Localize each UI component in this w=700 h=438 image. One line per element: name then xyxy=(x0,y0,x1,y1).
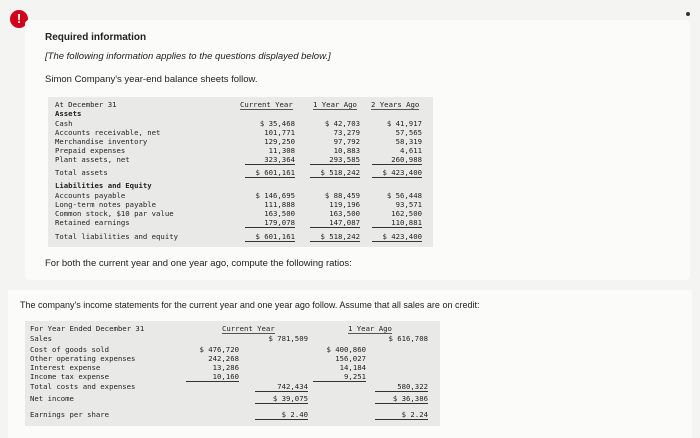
bs-cell: $ 518,242 xyxy=(310,232,360,242)
intro-text: Simon Company's year-end balance sheets follow. xyxy=(45,74,258,85)
is-cell: $ 2.40 xyxy=(255,410,308,420)
ratios-prompt: For both the current year and one year ago, compute the following ratios: xyxy=(45,258,352,269)
bs-cell: 179,078 xyxy=(245,218,295,228)
bs-cell: $ 88,459 xyxy=(324,191,360,200)
is-row-label: Cost of goods sold xyxy=(30,345,110,354)
bs-cell: $ 601,161 xyxy=(245,232,295,242)
bs-row-label: Plant assets, net xyxy=(55,155,130,164)
alert-icon: ! xyxy=(10,10,28,28)
is-cell: $ 2.24 xyxy=(375,410,428,420)
bs-cell: 93,571 xyxy=(395,200,422,209)
bs-cell: $ 41,917 xyxy=(386,119,422,128)
is-row-label: Interest expense xyxy=(30,363,101,372)
bs-cell: 111,888 xyxy=(264,200,295,209)
bs-cell: 163,500 xyxy=(264,209,295,218)
bs-row-label: Cash xyxy=(55,119,73,128)
is-intro: The company's income statements for the current year and one year ago follow. Assume that all sales are on credit: xyxy=(20,300,480,310)
bs-cell: $ 423,400 xyxy=(372,168,422,178)
is-cell: 242,268 xyxy=(208,354,239,363)
bs-cell: 57,565 xyxy=(395,128,422,137)
bs-col-label: At December 31 xyxy=(55,100,117,109)
bs-cell: 147,087 xyxy=(310,218,360,228)
bs-cell: 110,881 xyxy=(372,218,422,228)
bs-cell: $ 423,400 xyxy=(372,232,422,242)
bs-cell: 260,988 xyxy=(372,155,422,165)
bs-cell: $ 56,448 xyxy=(386,191,422,200)
bs-cell: 4,611 xyxy=(400,146,422,155)
is-cell: $ 476,720 xyxy=(199,345,239,354)
is-cell: 14,184 xyxy=(339,363,366,372)
bs-cell: 73,279 xyxy=(333,128,360,137)
is-col-label: For Year Ended December 31 xyxy=(30,324,145,333)
total-assets-label: Total assets xyxy=(55,168,108,177)
menu-dot-icon[interactable] xyxy=(686,12,690,16)
assets-label: Assets xyxy=(55,109,82,118)
bs-row-label: Accounts receivable, net xyxy=(55,128,161,137)
total-le-label: Total liabilities and equity xyxy=(55,232,179,241)
bs-row-label: Long-term notes payable xyxy=(55,200,157,209)
bs-row-label: Prepaid expenses xyxy=(55,146,126,155)
section-title: Required information xyxy=(45,32,147,43)
bs-cell: 119,196 xyxy=(329,200,360,209)
bs-cell: 323,364 xyxy=(245,155,295,165)
is-row-label: Net income xyxy=(30,394,74,403)
bs-cell: 101,771 xyxy=(264,128,295,137)
bs-cell: $ 601,161 xyxy=(245,168,295,178)
bs-row-label: Accounts payable xyxy=(55,191,126,200)
is-cell: 9,251 xyxy=(313,372,366,382)
bs-cell: 97,792 xyxy=(333,137,360,146)
bs-row-label: Merchandise inventory xyxy=(55,137,148,146)
bs-col-1yr: 1 Year Ago xyxy=(313,100,357,109)
is-cell: 580,322 xyxy=(375,382,428,392)
is-cell: 156,027 xyxy=(335,354,366,363)
bs-col-2yr: 2 Years Ago xyxy=(371,100,420,109)
bs-cell: $ 35,468 xyxy=(259,119,295,128)
bs-cell: 10,883 xyxy=(333,146,360,155)
bs-cell: 163,500 xyxy=(329,209,360,218)
is-col-1yr: 1 Year Ago xyxy=(348,324,392,333)
is-row-label: Other operating expenses xyxy=(30,354,136,363)
is-cell: $ 616,708 xyxy=(388,334,428,343)
bs-row-label: Retained earnings xyxy=(55,218,130,227)
is-row-label: Income tax expense xyxy=(30,372,110,381)
bs-cell: $ 146,695 xyxy=(255,191,295,200)
info-note: [The following information applies to the questions displayed below.] xyxy=(45,51,331,62)
bs-col-current: Current Year xyxy=(240,100,293,109)
liabilities-label: Liabilities and Equity xyxy=(55,181,152,190)
bs-cell: 162,500 xyxy=(391,209,422,218)
bs-cell: 293,585 xyxy=(310,155,360,165)
is-cell: 10,160 xyxy=(186,372,239,382)
is-row-label: Total costs and expenses xyxy=(30,382,136,391)
bs-cell: 58,319 xyxy=(395,137,422,146)
bs-cell: $ 42,703 xyxy=(324,119,360,128)
bs-cell: $ 518,242 xyxy=(310,168,360,178)
is-row-label: Sales xyxy=(30,334,52,343)
is-cell: 13,286 xyxy=(212,363,239,372)
is-row-label: Earnings per share xyxy=(30,410,110,419)
is-cell: $ 39,075 xyxy=(255,394,308,404)
bs-cell: 11,308 xyxy=(268,146,295,155)
is-cell: $ 400,860 xyxy=(326,345,366,354)
is-cell: $ 781,509 xyxy=(268,334,308,343)
is-col-current: Current Year xyxy=(222,324,275,333)
is-cell: 742,434 xyxy=(255,382,308,392)
is-cell: $ 36,386 xyxy=(375,394,428,404)
bs-cell: 129,250 xyxy=(264,137,295,146)
bs-row-label: Common stock, $10 par value xyxy=(55,209,174,218)
